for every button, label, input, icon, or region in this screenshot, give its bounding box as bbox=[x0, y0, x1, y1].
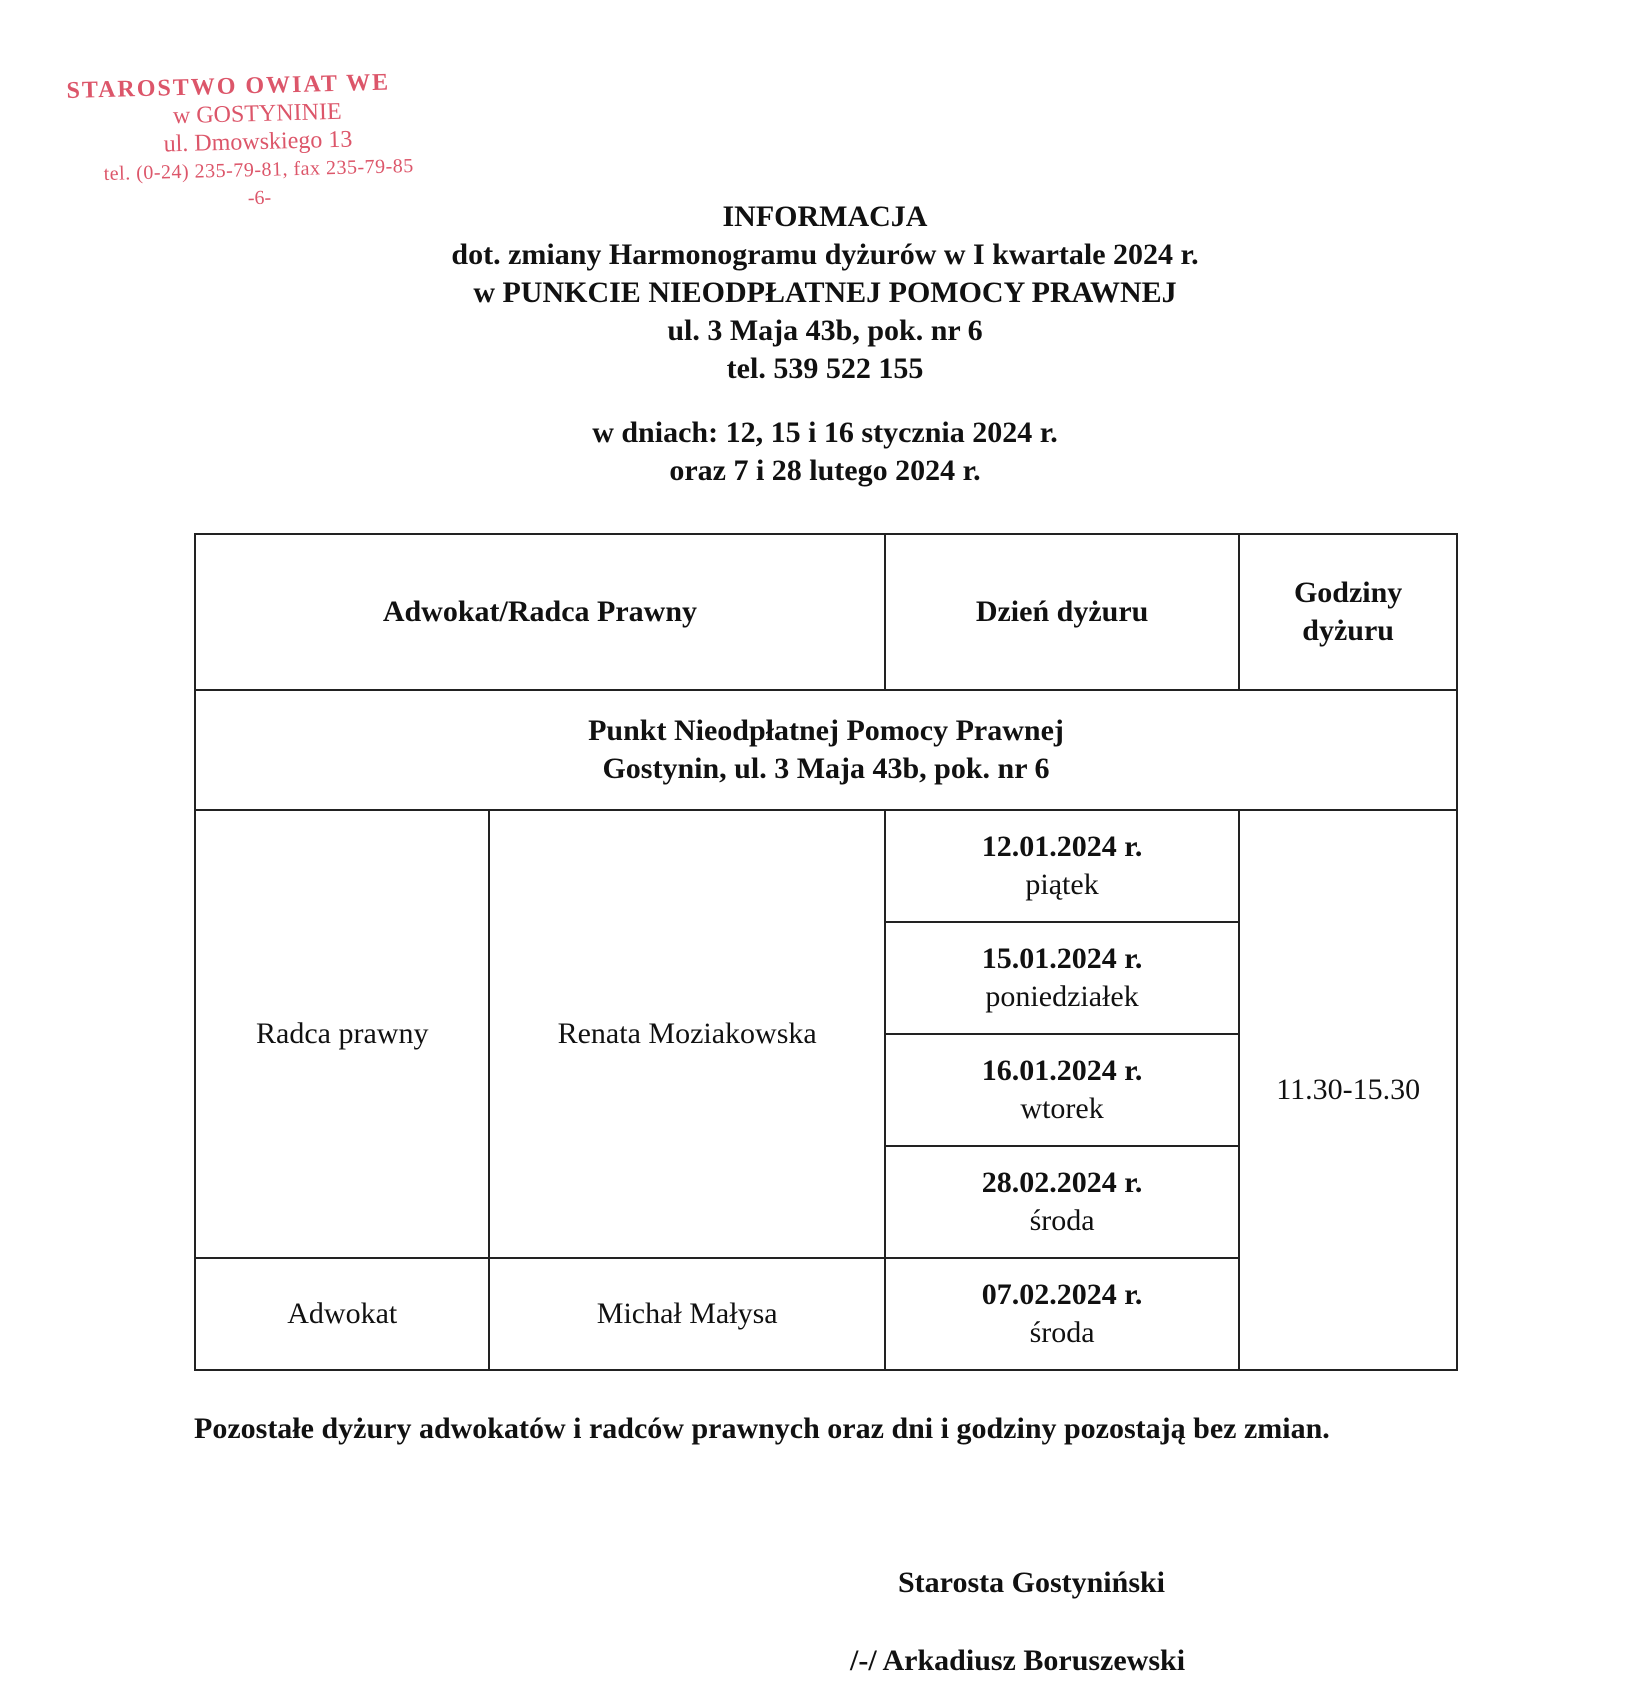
name-cell: Michał Małysa bbox=[489, 1258, 884, 1370]
role-cell: Adwokat bbox=[195, 1258, 489, 1370]
table-row bbox=[195, 810, 1457, 922]
header-place: w PUNKCIE NIEODPŁATNEJ POMOCY PRAWNEJ bbox=[473, 276, 1177, 309]
document-title: INFORMACJA bbox=[722, 200, 928, 233]
header-duty-hours-line1: Godziny bbox=[1293, 576, 1403, 609]
duty-weekday: wtorek bbox=[1020, 1092, 1104, 1125]
header-dates-january: w dniach: 12, 15 i 16 stycznia 2024 r. bbox=[592, 416, 1058, 449]
header-subject: dot. zmiany Harmonogramu dyżurów w I kwartale 2024 r. bbox=[451, 238, 1199, 271]
stamp-line-1: STAROSTWO OWIAT WE bbox=[66, 69, 391, 104]
signature-title: Starosta Gostyniński bbox=[898, 1566, 1166, 1599]
stamp-line-3: ul. Dmowskiego 13 bbox=[163, 126, 353, 158]
duty-schedule-table bbox=[194, 533, 1458, 1371]
location-address: Gostynin, ul. 3 Maja 43b, pok. nr 6 bbox=[602, 752, 1050, 785]
date-cell bbox=[885, 1034, 1239, 1146]
location-row bbox=[195, 690, 1457, 810]
location-name: Punkt Nieodpłatnej Pomocy Prawnej bbox=[588, 714, 1064, 747]
location-cell bbox=[195, 690, 1457, 810]
header-dates-february: oraz 7 i 28 lutego 2024 r. bbox=[669, 454, 981, 487]
duty-weekday: poniedziałek bbox=[985, 980, 1139, 1013]
duty-date: 28.02.2024 r. bbox=[981, 1166, 1143, 1199]
hours-cell: 11.30-15.30 bbox=[1239, 810, 1457, 1370]
role-cell: Radca prawny bbox=[195, 810, 489, 1258]
header-duty-hours-line2: dyżuru bbox=[1302, 614, 1394, 647]
header-lawyer: Adwokat/Radca Prawny bbox=[195, 534, 885, 690]
stamp-line-2: w GOSTYNINIE bbox=[172, 98, 342, 130]
name-cell: Renata Moziakowska bbox=[489, 810, 884, 1258]
stamp-line-5: -6- bbox=[247, 186, 272, 210]
header-duty-day: Dzień dyżuru bbox=[885, 534, 1239, 690]
duty-date: 15.01.2024 r. bbox=[981, 942, 1143, 975]
header-address: ul. 3 Maja 43b, pok. nr 6 bbox=[667, 314, 983, 347]
header-phone: tel. 539 522 155 bbox=[726, 352, 924, 385]
duty-weekday: piątek bbox=[1025, 868, 1099, 901]
office-stamp bbox=[66, 67, 450, 217]
duty-date: 07.02.2024 r. bbox=[981, 1278, 1143, 1311]
header-duty-hours bbox=[1239, 534, 1457, 690]
duty-weekday: środa bbox=[1029, 1316, 1095, 1349]
unchanged-note: Pozostałe dyżury adwokatów i radców prawnych oraz dni i godziny pozostają bez zmian. bbox=[194, 1412, 1330, 1445]
signature-name: /-/ Arkadiusz Boruszewski bbox=[850, 1644, 1186, 1677]
date-cell bbox=[885, 1258, 1239, 1370]
duty-weekday: środa bbox=[1029, 1204, 1095, 1237]
duty-date: 16.01.2024 r. bbox=[981, 1054, 1143, 1087]
date-cell bbox=[885, 1146, 1239, 1258]
document-header bbox=[230, 198, 1420, 490]
stamp-line-4: tel. (0-24) 235-79-81, fax 235-79-85 bbox=[103, 154, 415, 186]
duty-date: 12.01.2024 r. bbox=[981, 830, 1143, 863]
table-header-row bbox=[195, 534, 1457, 690]
date-cell bbox=[885, 810, 1239, 922]
date-cell bbox=[885, 922, 1239, 1034]
